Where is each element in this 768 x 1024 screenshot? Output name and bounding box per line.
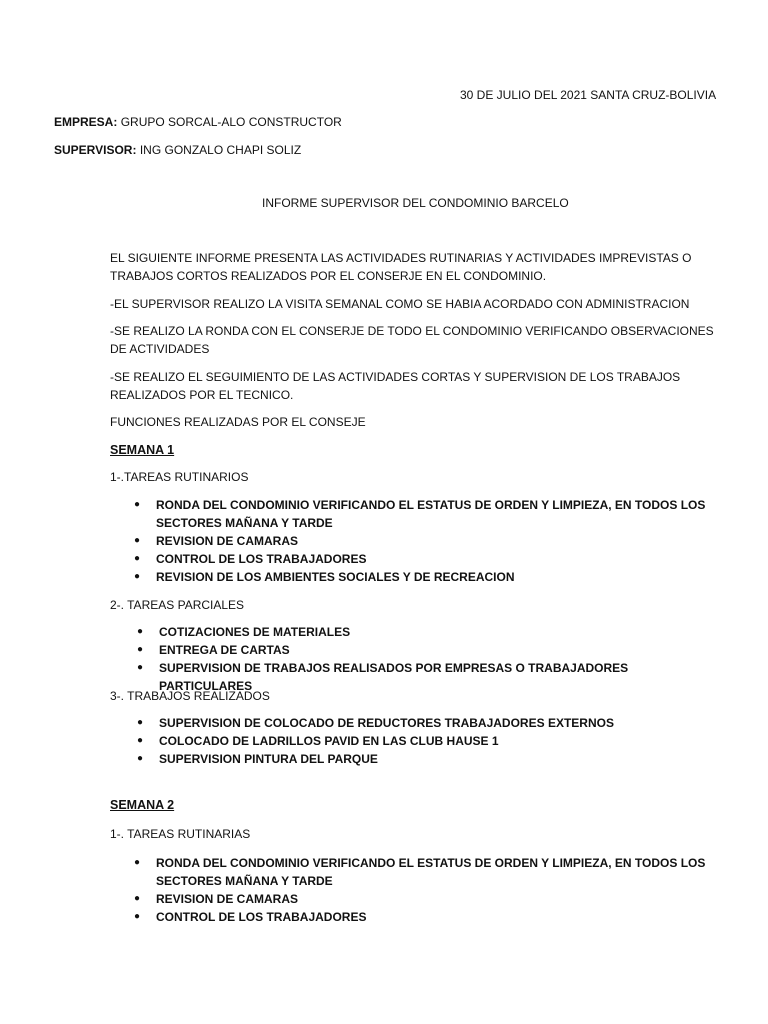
week-1-section-3-list [137,714,719,768]
list-item: ● SUPERVISION PINTURA DEL PARQUE [137,752,378,766]
intro-paragraph: -EL SUPERVISOR REALIZO LA VISITA SEMANAL COMO SE HABIA ACORDADO CON ADMINISTRACION [110,297,690,311]
bullet-icon: ● [134,911,141,922]
week-1-title: SEMANA 1 [110,443,175,457]
bullet-icon: ● [134,893,141,904]
supervisor-line [54,141,301,159]
intro-paragraph: -SE REALIZO EL SEGUIMIENTO DE LAS ACTIVIDADES CORTAS Y SUPERVISION DE LOS TRABAJOS REALIZADOS POR EL TECNICO. [110,370,681,402]
list-item: ● CONTROL DE LOS TRABAJADORES [134,552,367,566]
company-label: EMPRESA: [54,115,118,129]
list-item: ● ENTREGA DE CARTAS [137,643,290,657]
list-item: ● COTIZACIONES DE MATERIALES [137,625,351,639]
list-item: ● SUPERVISION DE TRABAJOS REALISADOS POR EMPRESAS O TRABAJADORES PARTICULARES [137,661,629,693]
list-item: ● CONTROL DE LOS TRABAJADORES [134,910,367,924]
week-1-section-1-title: 1-.TAREAS RUTINARIOS [110,470,249,484]
bullet-icon: ● [137,626,144,637]
intro-paragraph: -SE REALIZO LA RONDA CON EL CONSERJE DE TODO EL CONDOMINIO VERIFICANDO OBSERVACIONES DE ACTIVIDADES [110,324,714,356]
supervisor-value: ING GONZALO CHAPI SOLIZ [139,143,302,157]
bullet-icon: ● [137,735,144,746]
list-item: ● REVISION DE CAMARAS [134,534,299,548]
bullet-icon: ● [137,717,144,728]
company-value: GRUPO SORCAL-ALO CONSTRUCTOR [120,115,342,129]
bullet-icon: ● [134,571,141,582]
date-place: 30 DE JULIO DEL 2021 SANTA CRUZ-BOLIVIA [460,88,717,102]
bullet-icon: ● [137,753,144,764]
week-1-section-1-list [134,496,716,586]
week-1-section-2-title: 2-. TAREAS PARCIALES [110,598,245,612]
list-item: ● SUPERVISION DE COLOCADO DE REDUCTORES TRABAJADORES EXTERNOS [137,716,614,730]
list-item: ● COLOCADO DE LADRILLOS PAVID EN LAS CLUB HAUSE 1 [137,734,499,748]
week-2-section-1-title: 1-. TAREAS RUTINARIAS [110,827,251,841]
intro-paragraph: EL SIGUIENTE INFORME PRESENTA LAS ACTIVIDADES RUTINARIAS Y ACTIVIDADES IMPREVISTAS O TRABAJOS CORTOS REALIZADOS POR EL CONSERJE EN EL CONDOMINIO. [110,251,692,283]
list-item: ● REVISION DE LOS AMBIENTES SOCIALES Y DE RECREACION [134,570,515,584]
list-item: ● RONDA DEL CONDOMINIO VERIFICANDO EL ESTATUS DE ORDEN Y LIMPIEZA, EN TODOS LOS SECTORES MAÑANA Y TARDE [134,856,706,888]
supervisor-label: SUPERVISOR: [54,143,137,157]
list-item: ● RONDA DEL CONDOMINIO VERIFICANDO EL ESTATUS DE ORDEN Y LIMPIEZA, EN TODOS LOS SECTORES MAÑANA Y TARDE [134,498,706,530]
company-line [54,113,342,131]
week-2-section-1-list [134,854,716,926]
bullet-icon: ● [137,662,144,673]
week-1-section-3-title: 3-. TRABAJOS REALIZADOS [110,689,270,703]
week-1-section-2-list [137,623,719,695]
bullet-icon: ● [137,644,144,655]
report-title: INFORME SUPERVISOR DEL CONDOMINIO BARCELO [262,196,569,210]
list-item: ● REVISION DE CAMARAS [134,892,299,906]
bullet-icon: ● [134,857,141,868]
bullet-icon: ● [134,499,141,510]
bullet-icon: ● [134,535,141,546]
week-2-title: SEMANA 2 [110,798,175,812]
bullet-icon: ● [134,553,141,564]
intro-paragraph: FUNCIONES REALIZADAS POR EL CONSEJE [110,415,366,429]
